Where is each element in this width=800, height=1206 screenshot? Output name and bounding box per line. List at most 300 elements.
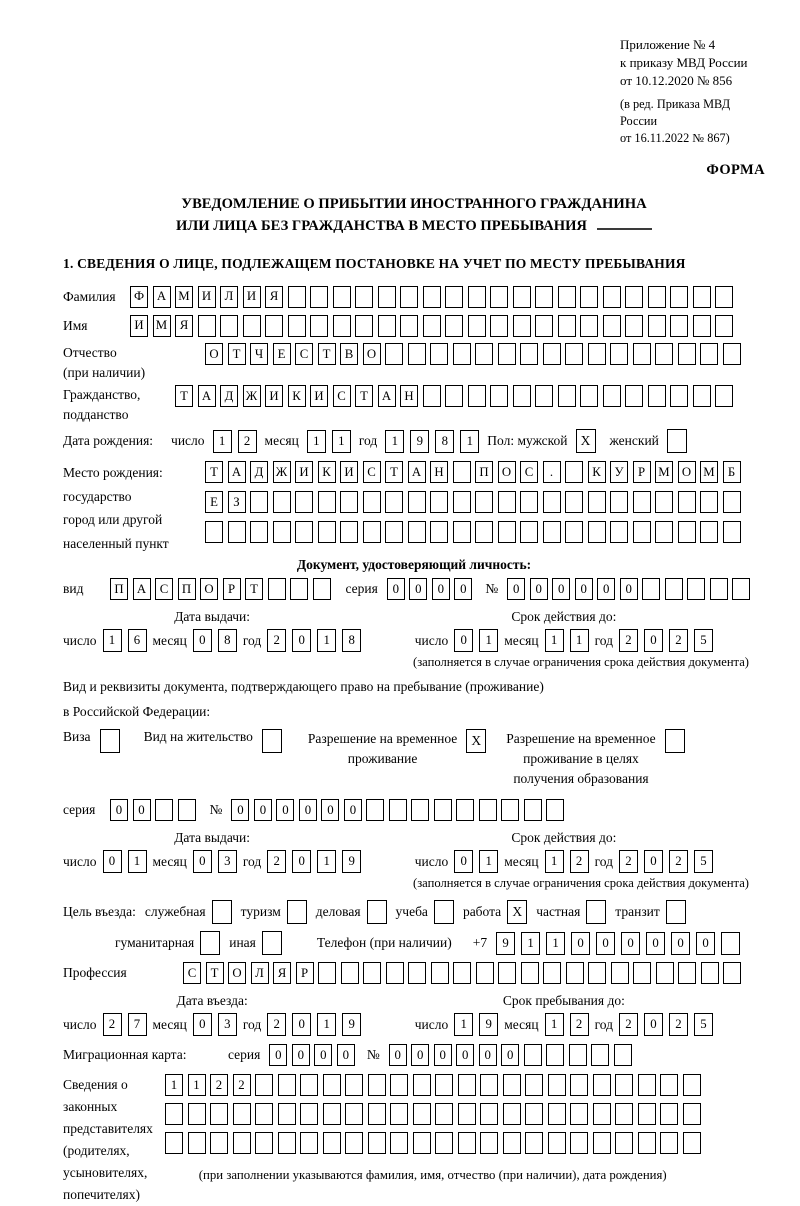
char-cell[interactable] <box>678 343 696 365</box>
char-cell[interactable]: 0 <box>507 578 525 600</box>
char-cell[interactable]: Я <box>273 962 291 984</box>
char-cell[interactable]: Р <box>633 461 651 483</box>
char-cell[interactable] <box>165 1103 183 1125</box>
char-cell[interactable] <box>660 1074 678 1096</box>
char-cell[interactable] <box>408 491 426 513</box>
char-cell[interactable] <box>458 1132 476 1154</box>
char-cell[interactable] <box>431 962 449 984</box>
char-cell[interactable] <box>723 343 741 365</box>
char-cell[interactable] <box>233 1132 251 1154</box>
char-cell[interactable]: Ж <box>273 461 291 483</box>
purpose-study-checkbox[interactable] <box>434 900 454 924</box>
char-cell[interactable] <box>363 521 381 543</box>
char-cell[interactable]: А <box>378 385 396 407</box>
char-cell[interactable] <box>566 962 584 984</box>
char-cell[interactable]: 0 <box>337 1044 355 1066</box>
char-cell[interactable] <box>368 1132 386 1154</box>
char-cell[interactable]: А <box>153 286 171 308</box>
char-cell[interactable]: 2 <box>619 850 638 873</box>
char-cell[interactable] <box>683 1074 701 1096</box>
char-cell[interactable] <box>520 521 538 543</box>
char-cell[interactable] <box>468 315 486 337</box>
char-cell[interactable] <box>638 1132 656 1154</box>
char-cell[interactable] <box>513 315 531 337</box>
char-cell[interactable]: 1 <box>317 850 336 873</box>
purpose-other-checkbox[interactable] <box>262 931 282 955</box>
char-cell[interactable] <box>468 385 486 407</box>
char-cell[interactable]: 0 <box>434 1044 452 1066</box>
char-cell[interactable]: 0 <box>620 578 638 600</box>
char-cell[interactable] <box>670 315 688 337</box>
char-cell[interactable] <box>490 385 508 407</box>
purpose-humanitarian-checkbox[interactable] <box>200 931 220 955</box>
char-cell[interactable]: 1 <box>479 850 498 873</box>
char-cell[interactable]: 0 <box>193 1013 212 1036</box>
char-cell[interactable] <box>340 521 358 543</box>
char-cell[interactable] <box>615 1074 633 1096</box>
char-cell[interactable]: 0 <box>644 629 663 652</box>
char-cell[interactable] <box>345 1074 363 1096</box>
char-cell[interactable] <box>535 385 553 407</box>
char-cell[interactable] <box>453 343 471 365</box>
char-cell[interactable] <box>503 1103 521 1125</box>
char-cell[interactable]: 1 <box>479 629 498 652</box>
char-cell[interactable] <box>543 343 561 365</box>
char-cell[interactable] <box>588 343 606 365</box>
char-cell[interactable]: 8 <box>435 430 454 453</box>
char-cell[interactable]: 9 <box>342 1013 361 1036</box>
char-cell[interactable]: 0 <box>321 799 339 821</box>
char-cell[interactable]: 2 <box>103 1013 122 1036</box>
char-cell[interactable]: 1 <box>332 430 351 453</box>
char-cell[interactable] <box>268 578 286 600</box>
char-cell[interactable] <box>546 799 564 821</box>
char-cell[interactable]: К <box>318 461 336 483</box>
char-cell[interactable]: О <box>498 461 516 483</box>
char-cell[interactable] <box>250 521 268 543</box>
char-cell[interactable] <box>565 521 583 543</box>
char-cell[interactable] <box>625 286 643 308</box>
char-cell[interactable]: 1 <box>385 430 404 453</box>
char-cell[interactable] <box>453 461 471 483</box>
char-cell[interactable] <box>480 1132 498 1154</box>
char-cell[interactable] <box>656 962 674 984</box>
char-cell[interactable]: 6 <box>128 629 147 652</box>
char-cell[interactable] <box>295 491 313 513</box>
char-cell[interactable] <box>535 315 553 337</box>
char-cell[interactable] <box>345 1132 363 1154</box>
char-cell[interactable]: Т <box>245 578 263 600</box>
char-cell[interactable] <box>290 578 308 600</box>
char-cell[interactable]: 9 <box>342 850 361 873</box>
char-cell[interactable]: Д <box>220 385 238 407</box>
char-cell[interactable] <box>701 962 719 984</box>
char-cell[interactable] <box>687 578 705 600</box>
char-cell[interactable] <box>593 1132 611 1154</box>
char-cell[interactable] <box>341 962 359 984</box>
char-cell[interactable] <box>520 491 538 513</box>
char-cell[interactable] <box>498 962 516 984</box>
char-cell[interactable]: И <box>295 461 313 483</box>
char-cell[interactable] <box>389 799 407 821</box>
char-cell[interactable] <box>480 1074 498 1096</box>
char-cell[interactable]: О <box>363 343 381 365</box>
char-cell[interactable] <box>288 315 306 337</box>
temp-residence-education-checkbox[interactable] <box>665 729 685 753</box>
char-cell[interactable] <box>678 491 696 513</box>
char-cell[interactable]: И <box>265 385 283 407</box>
char-cell[interactable] <box>423 315 441 337</box>
char-cell[interactable] <box>205 521 223 543</box>
char-cell[interactable] <box>543 521 561 543</box>
char-cell[interactable]: 0 <box>110 799 128 821</box>
char-cell[interactable] <box>408 343 426 365</box>
char-cell[interactable] <box>580 315 598 337</box>
char-cell[interactable] <box>300 1132 318 1154</box>
char-cell[interactable] <box>155 799 173 821</box>
char-cell[interactable] <box>588 521 606 543</box>
char-cell[interactable] <box>295 521 313 543</box>
char-cell[interactable] <box>648 286 666 308</box>
char-cell[interactable] <box>513 385 531 407</box>
char-cell[interactable]: М <box>175 286 193 308</box>
char-cell[interactable] <box>390 1132 408 1154</box>
char-cell[interactable] <box>430 491 448 513</box>
char-cell[interactable] <box>323 1074 341 1096</box>
char-cell[interactable]: 0 <box>314 1044 332 1066</box>
char-cell[interactable]: Ж <box>243 385 261 407</box>
char-cell[interactable] <box>435 1103 453 1125</box>
char-cell[interactable]: 5 <box>694 629 713 652</box>
char-cell[interactable] <box>548 1074 566 1096</box>
char-cell[interactable] <box>479 799 497 821</box>
char-cell[interactable]: 0 <box>344 799 362 821</box>
char-cell[interactable]: Д <box>250 461 268 483</box>
char-cell[interactable] <box>323 1132 341 1154</box>
char-cell[interactable]: 0 <box>193 629 212 652</box>
char-cell[interactable] <box>732 578 750 600</box>
char-cell[interactable] <box>385 343 403 365</box>
char-cell[interactable]: М <box>700 461 718 483</box>
char-cell[interactable] <box>648 315 666 337</box>
char-cell[interactable] <box>300 1103 318 1125</box>
char-cell[interactable]: 1 <box>165 1074 183 1096</box>
char-cell[interactable]: 1 <box>545 629 564 652</box>
char-cell[interactable] <box>188 1103 206 1125</box>
char-cell[interactable] <box>278 1103 296 1125</box>
char-cell[interactable]: Я <box>265 286 283 308</box>
char-cell[interactable] <box>363 962 381 984</box>
purpose-transit-checkbox[interactable] <box>666 900 686 924</box>
char-cell[interactable]: А <box>133 578 151 600</box>
char-cell[interactable]: К <box>288 385 306 407</box>
char-cell[interactable]: 0 <box>454 578 472 600</box>
char-cell[interactable] <box>503 1074 521 1096</box>
char-cell[interactable] <box>570 1103 588 1125</box>
char-cell[interactable]: Т <box>175 385 193 407</box>
char-cell[interactable]: 0 <box>456 1044 474 1066</box>
char-cell[interactable] <box>423 286 441 308</box>
char-cell[interactable] <box>413 1132 431 1154</box>
char-cell[interactable]: 0 <box>231 799 249 821</box>
char-cell[interactable]: С <box>295 343 313 365</box>
char-cell[interactable] <box>265 315 283 337</box>
char-cell[interactable] <box>165 1132 183 1154</box>
char-cell[interactable] <box>715 286 733 308</box>
char-cell[interactable] <box>580 385 598 407</box>
char-cell[interactable] <box>255 1103 273 1125</box>
char-cell[interactable] <box>378 286 396 308</box>
char-cell[interactable]: 0 <box>103 850 122 873</box>
char-cell[interactable]: П <box>475 461 493 483</box>
char-cell[interactable]: 0 <box>454 850 473 873</box>
char-cell[interactable]: 2 <box>238 430 257 453</box>
char-cell[interactable] <box>591 1044 609 1066</box>
purpose-official-checkbox[interactable] <box>212 900 232 924</box>
char-cell[interactable] <box>693 286 711 308</box>
char-cell[interactable]: 1 <box>460 430 479 453</box>
char-cell[interactable]: 2 <box>619 629 638 652</box>
char-cell[interactable] <box>570 1074 588 1096</box>
char-cell[interactable]: А <box>408 461 426 483</box>
char-cell[interactable]: 0 <box>193 850 212 873</box>
char-cell[interactable] <box>638 1103 656 1125</box>
char-cell[interactable] <box>593 1103 611 1125</box>
char-cell[interactable]: 2 <box>669 1013 688 1036</box>
char-cell[interactable]: 0 <box>644 1013 663 1036</box>
char-cell[interactable] <box>250 491 268 513</box>
char-cell[interactable] <box>614 1044 632 1066</box>
char-cell[interactable]: Б <box>723 461 741 483</box>
char-cell[interactable] <box>490 286 508 308</box>
char-cell[interactable] <box>468 286 486 308</box>
char-cell[interactable]: Л <box>220 286 238 308</box>
char-cell[interactable]: 2 <box>619 1013 638 1036</box>
char-cell[interactable]: С <box>333 385 351 407</box>
char-cell[interactable] <box>413 1074 431 1096</box>
char-cell[interactable] <box>385 491 403 513</box>
char-cell[interactable] <box>435 1074 453 1096</box>
char-cell[interactable] <box>310 286 328 308</box>
char-cell[interactable]: У <box>610 461 628 483</box>
char-cell[interactable] <box>456 799 474 821</box>
char-cell[interactable]: Ч <box>250 343 268 365</box>
char-cell[interactable] <box>430 343 448 365</box>
char-cell[interactable]: 2 <box>267 629 286 652</box>
char-cell[interactable]: М <box>153 315 171 337</box>
char-cell[interactable]: 8 <box>218 629 237 652</box>
char-cell[interactable]: Т <box>228 343 246 365</box>
char-cell[interactable] <box>501 799 519 821</box>
char-cell[interactable] <box>386 962 404 984</box>
char-cell[interactable] <box>411 799 429 821</box>
char-cell[interactable]: Р <box>223 578 241 600</box>
char-cell[interactable]: 2 <box>267 850 286 873</box>
char-cell[interactable]: Н <box>430 461 448 483</box>
char-cell[interactable]: 1 <box>213 430 232 453</box>
char-cell[interactable] <box>603 315 621 337</box>
char-cell[interactable] <box>390 1074 408 1096</box>
char-cell[interactable]: 1 <box>103 629 122 652</box>
char-cell[interactable] <box>355 286 373 308</box>
char-cell[interactable] <box>243 315 261 337</box>
char-cell[interactable]: О <box>228 962 246 984</box>
char-cell[interactable]: 0 <box>597 578 615 600</box>
char-cell[interactable] <box>368 1074 386 1096</box>
char-cell[interactable] <box>385 521 403 543</box>
char-cell[interactable] <box>288 286 306 308</box>
char-cell[interactable]: П <box>110 578 128 600</box>
char-cell[interactable]: 0 <box>646 932 665 955</box>
char-cell[interactable] <box>723 491 741 513</box>
char-cell[interactable] <box>490 315 508 337</box>
char-cell[interactable] <box>521 962 539 984</box>
char-cell[interactable]: И <box>340 461 358 483</box>
char-cell[interactable]: 0 <box>269 1044 287 1066</box>
char-cell[interactable]: С <box>183 962 201 984</box>
char-cell[interactable]: 2 <box>233 1074 251 1096</box>
char-cell[interactable] <box>233 1103 251 1125</box>
char-cell[interactable] <box>524 1044 542 1066</box>
char-cell[interactable] <box>700 343 718 365</box>
char-cell[interactable] <box>210 1103 228 1125</box>
char-cell[interactable] <box>546 1044 564 1066</box>
char-cell[interactable] <box>300 1074 318 1096</box>
char-cell[interactable]: 0 <box>411 1044 429 1066</box>
char-cell[interactable]: Е <box>205 491 223 513</box>
char-cell[interactable]: И <box>130 315 148 337</box>
char-cell[interactable]: 0 <box>292 1044 310 1066</box>
char-cell[interactable] <box>445 315 463 337</box>
char-cell[interactable] <box>610 521 628 543</box>
char-cell[interactable] <box>723 521 741 543</box>
char-cell[interactable]: Р <box>296 962 314 984</box>
char-cell[interactable] <box>273 491 291 513</box>
char-cell[interactable] <box>458 1074 476 1096</box>
char-cell[interactable]: Т <box>206 962 224 984</box>
char-cell[interactable]: 0 <box>409 578 427 600</box>
char-cell[interactable] <box>570 1132 588 1154</box>
char-cell[interactable]: С <box>363 461 381 483</box>
char-cell[interactable]: 0 <box>454 629 473 652</box>
char-cell[interactable]: 0 <box>292 1013 311 1036</box>
visa-checkbox[interactable] <box>100 729 120 753</box>
char-cell[interactable]: 0 <box>575 578 593 600</box>
char-cell[interactable]: 3 <box>218 1013 237 1036</box>
char-cell[interactable]: 1 <box>570 629 589 652</box>
char-cell[interactable] <box>255 1132 273 1154</box>
char-cell[interactable] <box>642 578 660 600</box>
char-cell[interactable] <box>520 343 538 365</box>
char-cell[interactable]: 2 <box>570 850 589 873</box>
char-cell[interactable] <box>476 962 494 984</box>
char-cell[interactable]: О <box>205 343 223 365</box>
char-cell[interactable] <box>565 343 583 365</box>
purpose-work-checkbox[interactable]: X <box>507 900 527 924</box>
char-cell[interactable] <box>603 385 621 407</box>
char-cell[interactable] <box>525 1074 543 1096</box>
char-cell[interactable]: 9 <box>479 1013 498 1036</box>
char-cell[interactable]: И <box>310 385 328 407</box>
char-cell[interactable] <box>368 1103 386 1125</box>
char-cell[interactable] <box>400 286 418 308</box>
char-cell[interactable] <box>323 1103 341 1125</box>
char-cell[interactable]: З <box>228 491 246 513</box>
char-cell[interactable] <box>453 962 471 984</box>
char-cell[interactable] <box>198 315 216 337</box>
char-cell[interactable]: 1 <box>317 1013 336 1036</box>
char-cell[interactable] <box>524 799 542 821</box>
char-cell[interactable] <box>318 491 336 513</box>
char-cell[interactable] <box>535 286 553 308</box>
char-cell[interactable] <box>210 1132 228 1154</box>
char-cell[interactable] <box>498 343 516 365</box>
char-cell[interactable]: 0 <box>644 850 663 873</box>
sex-female-checkbox[interactable] <box>667 429 687 453</box>
char-cell[interactable]: 3 <box>218 850 237 873</box>
char-cell[interactable] <box>390 1103 408 1125</box>
char-cell[interactable]: 2 <box>267 1013 286 1036</box>
char-cell[interactable] <box>228 521 246 543</box>
char-cell[interactable] <box>525 1103 543 1125</box>
char-cell[interactable]: 0 <box>254 799 272 821</box>
char-cell[interactable]: 0 <box>621 932 640 955</box>
purpose-private-checkbox[interactable] <box>586 900 606 924</box>
char-cell[interactable]: . <box>543 461 561 483</box>
char-cell[interactable] <box>558 286 576 308</box>
char-cell[interactable] <box>660 1103 678 1125</box>
char-cell[interactable] <box>625 385 643 407</box>
char-cell[interactable] <box>408 521 426 543</box>
char-cell[interactable] <box>543 491 561 513</box>
char-cell[interactable]: 1 <box>317 629 336 652</box>
char-cell[interactable] <box>610 491 628 513</box>
char-cell[interactable] <box>580 286 598 308</box>
char-cell[interactable]: 1 <box>545 1013 564 1036</box>
char-cell[interactable] <box>558 385 576 407</box>
char-cell[interactable] <box>655 521 673 543</box>
char-cell[interactable] <box>475 521 493 543</box>
char-cell[interactable]: Т <box>355 385 373 407</box>
char-cell[interactable]: М <box>655 461 673 483</box>
char-cell[interactable]: 8 <box>342 629 361 652</box>
char-cell[interactable] <box>670 385 688 407</box>
char-cell[interactable] <box>340 491 358 513</box>
char-cell[interactable] <box>588 962 606 984</box>
char-cell[interactable] <box>345 1103 363 1125</box>
char-cell[interactable] <box>565 461 583 483</box>
char-cell[interactable]: 5 <box>694 1013 713 1036</box>
char-cell[interactable] <box>318 521 336 543</box>
purpose-business-checkbox[interactable] <box>367 900 387 924</box>
char-cell[interactable]: 2 <box>669 629 688 652</box>
char-cell[interactable]: Н <box>400 385 418 407</box>
char-cell[interactable] <box>480 1103 498 1125</box>
char-cell[interactable]: И <box>198 286 216 308</box>
sex-male-checkbox[interactable]: X <box>576 429 596 453</box>
char-cell[interactable] <box>615 1103 633 1125</box>
char-cell[interactable] <box>363 491 381 513</box>
char-cell[interactable] <box>333 286 351 308</box>
char-cell[interactable] <box>588 491 606 513</box>
char-cell[interactable]: 1 <box>546 932 565 955</box>
char-cell[interactable]: 0 <box>571 932 590 955</box>
char-cell[interactable] <box>569 1044 587 1066</box>
char-cell[interactable]: 0 <box>276 799 294 821</box>
char-cell[interactable]: 9 <box>410 430 429 453</box>
char-cell[interactable]: Ф <box>130 286 148 308</box>
char-cell[interactable]: 0 <box>479 1044 497 1066</box>
